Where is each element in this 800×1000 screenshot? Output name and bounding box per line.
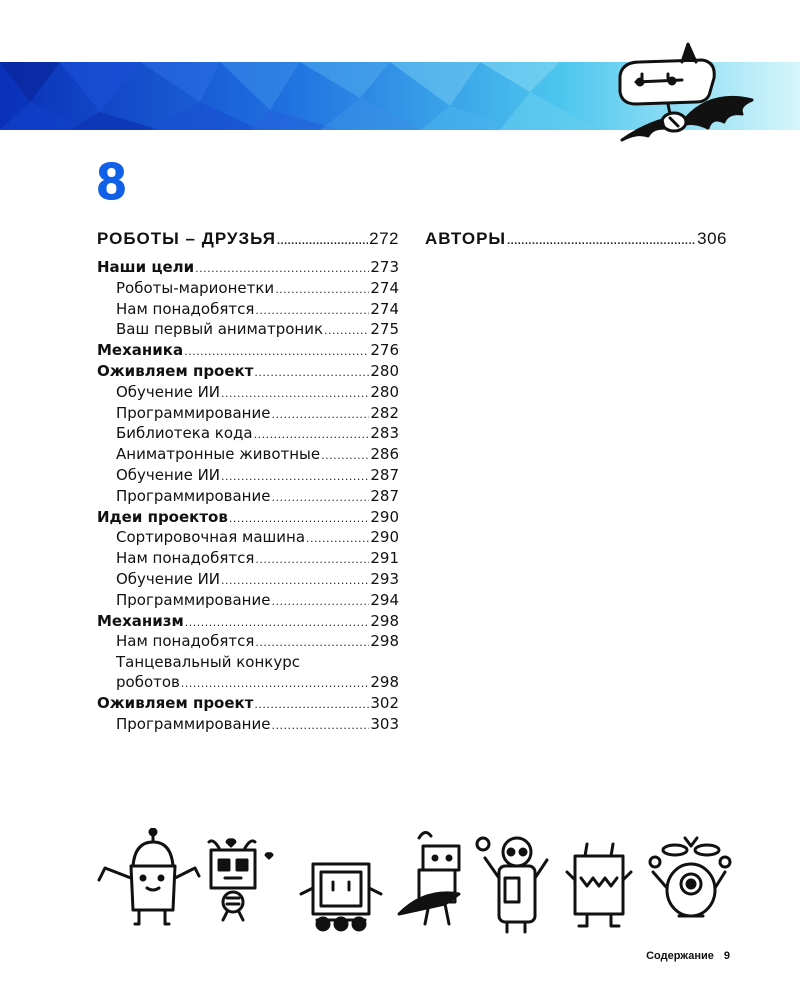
toc-entry [97,632,399,653]
leader-dots [255,550,369,570]
toc-entry [97,424,399,445]
toc-chapter-heading [97,226,399,254]
toc-page-number: 280 [370,361,399,380]
toc-entry-label: Обучение ИИ [116,569,221,588]
leader-dots [254,425,370,445]
toc-page-number: 272 [369,229,399,248]
toc-entry [97,279,399,300]
toc-entry-label: Программирование [116,486,271,505]
leader-dots [184,342,369,362]
leader-dots [229,509,370,529]
leader-dots [324,321,369,341]
toc-entry-label: Идеи проектов [97,507,228,526]
toc-entry-label: Оживляем проект [97,693,254,712]
toc-entry-label: Обучение ИИ [116,382,221,401]
leader-dots [277,228,368,254]
toc-entry [97,570,399,591]
bat-robot-illustration [612,40,762,146]
toc-page-number: 275 [370,320,399,339]
toc-chapter-heading [425,226,727,254]
robot-doodle-2 [209,840,272,920]
leader-dots [221,467,369,487]
toc-entry-label: Танцевальный конкурс [116,653,300,672]
toc-entry-label: Программирование [116,403,271,422]
toc-entry-label: Обучение ИИ [116,465,221,484]
toc-entry-label: Наши цели [97,258,195,276]
robot-doodle-6 [567,844,631,926]
toc-entry [97,653,399,694]
toc-entry-label: Программирование [116,590,271,609]
toc-page-number: 286 [370,445,399,464]
leader-dots [221,384,369,404]
toc-entry [97,549,399,570]
toc-entry-label: Нам понадобятся [116,632,255,651]
toc-entry-label: Нам понадобятся [116,549,255,568]
leader-dots [321,446,369,466]
leader-dots [254,695,369,715]
toc-section [97,341,399,362]
toc-entry-label: Оживляем проект [97,361,254,380]
robot-doodle-3 [301,864,381,930]
footer-label: Содержание [646,950,714,962]
toc-page-number: 291 [370,549,399,568]
toc-section [97,612,399,633]
toc-page-number: 276 [370,341,399,360]
leader-dots [195,259,369,279]
toc-page-number: 273 [370,258,399,276]
chapter-number: 8 [97,153,127,211]
page-number: 9 [723,950,730,962]
toc-section [97,694,399,715]
toc-page-number: 274 [370,299,399,318]
toc-entry [97,466,399,487]
toc-page-number: 290 [370,528,399,547]
toc-entry-label: Программирование [116,714,271,733]
robot-doodle-7 [650,838,730,916]
toc-entry [97,487,399,508]
toc-entry [97,300,399,321]
toc-page-number: 287 [370,486,399,505]
toc-page-number: 282 [370,403,399,422]
leader-dots [271,488,369,508]
leader-dots [185,613,370,633]
toc-entry-label: Библиотека кода [116,424,253,443]
toc-entry-label: Аниматронные животные [116,445,321,464]
toc-page-number: 303 [370,714,399,733]
robot-doodle-5 [477,838,547,932]
leader-dots [255,301,369,321]
toc-section [97,508,399,529]
toc-page-number: 298 [370,672,399,691]
toc-entry-label: Ваш первый аниматроник [116,320,324,339]
toc-entry [97,591,399,612]
leader-dots [221,571,369,591]
toc-entry [97,715,399,736]
toc-page-number: 302 [370,693,399,712]
robot-doodles-row [95,828,735,940]
toc-page-number: 293 [370,569,399,588]
toc-entry [97,445,399,466]
toc-left-column [97,226,399,735]
toc-page-number: 287 [370,465,399,484]
toc-entry [97,528,399,549]
toc-right-column [425,226,727,258]
toc-entry-label: Роботы-марионетки [116,278,275,297]
toc-entry-label: РОБОТЫ – ДРУЗЬЯ [97,229,276,248]
toc-page-number: 298 [370,611,399,630]
toc-page-number: 283 [370,424,399,443]
toc-entry [97,404,399,425]
toc-entry-label: Механика [97,341,184,360]
leader-dots [255,633,369,653]
toc-entry-label-cont: роботов [116,672,180,691]
toc-page-number: 306 [697,229,727,248]
toc-page-number: 298 [370,632,399,651]
robot-doodle-1 [99,829,199,924]
leader-dots [275,280,369,300]
toc-section [97,258,399,279]
toc-page-number: 274 [370,278,399,297]
toc-page-number: 280 [370,382,399,401]
leader-dots [181,674,369,694]
page-footer [600,950,730,962]
leader-dots [271,592,369,612]
leader-dots [306,529,369,549]
leader-dots [254,363,369,383]
leader-dots [271,716,369,736]
toc-entry [97,320,399,341]
toc-entry-label: Сортировочная машина [116,528,306,547]
leader-dots [271,405,369,425]
toc-entry-label: Механизм [97,611,184,630]
leader-dots [507,228,696,254]
robot-doodle-4 [399,832,459,924]
toc-entry-label: Нам понадобятся [116,299,255,318]
toc-entry [97,383,399,404]
toc-page-number: 290 [370,507,399,526]
toc-section [97,362,399,383]
toc-page-number: 294 [370,590,399,609]
toc-entry-label: АВТОРЫ [425,229,507,248]
